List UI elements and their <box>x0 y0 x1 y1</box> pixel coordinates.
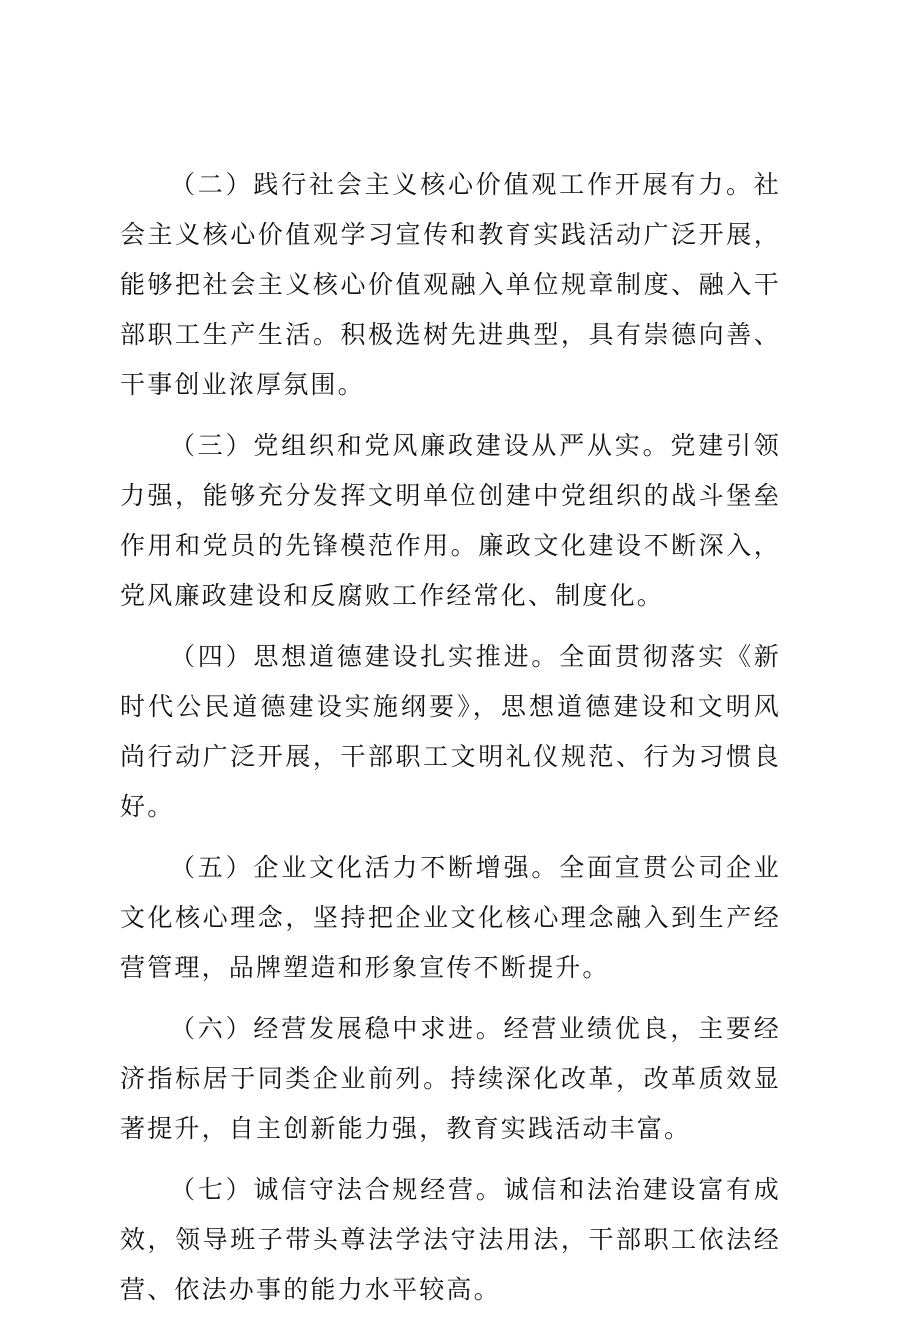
paragraph-4: （四）思想道德建设扎实推进。全面贯彻落实《新时代公民道德建设实施纲要》，思想道德建设和文明风尚行动广泛开展，干部职工文明礼仪规范、行为习惯良好。 <box>120 642 781 821</box>
paragraph-3: （三）党组织和党风廉政建设从严从实。党建引领力强，能够充分发挥文明单位创建中党组织的战斗堡垒作用和党员的先锋模范作用。廉政文化建设不断深入，党风廉政建设和反腐败工作经常化、制度化。 <box>120 431 781 610</box>
paragraph-6: （六）经营发展稳中求进。经营业绩优良，主要经济指标居于同类企业前列。持续深化改革，改革质效显著提升，自主创新能力强，教育实践活动丰富。 <box>120 1014 781 1143</box>
paragraph-7: （七）诚信守法合规经营。诚信和法治建设富有成效，领导班子带头尊法学法守法用法，干部职工依法经营、依法办事的能力水平较高。 <box>120 1175 781 1304</box>
document-body <box>120 160 781 1326</box>
paragraph-2: （二）践行社会主义核心价值观工作开展有力。社会主义核心价值观学习宣传和教育实践活动广泛开展，能够把社会主义核心价值观融入单位规章制度、融入干部职工生产生活。积极选树先进典型，具有崇德向善、干事创业浓厚氛围。 <box>120 170 781 399</box>
paragraph-5: （五）企业文化活力不断增强。全面宣贯公司企业文化核心理念，坚持把企业文化核心理念融入到生产经营管理，品牌塑造和形象宣传不断提升。 <box>120 853 781 982</box>
